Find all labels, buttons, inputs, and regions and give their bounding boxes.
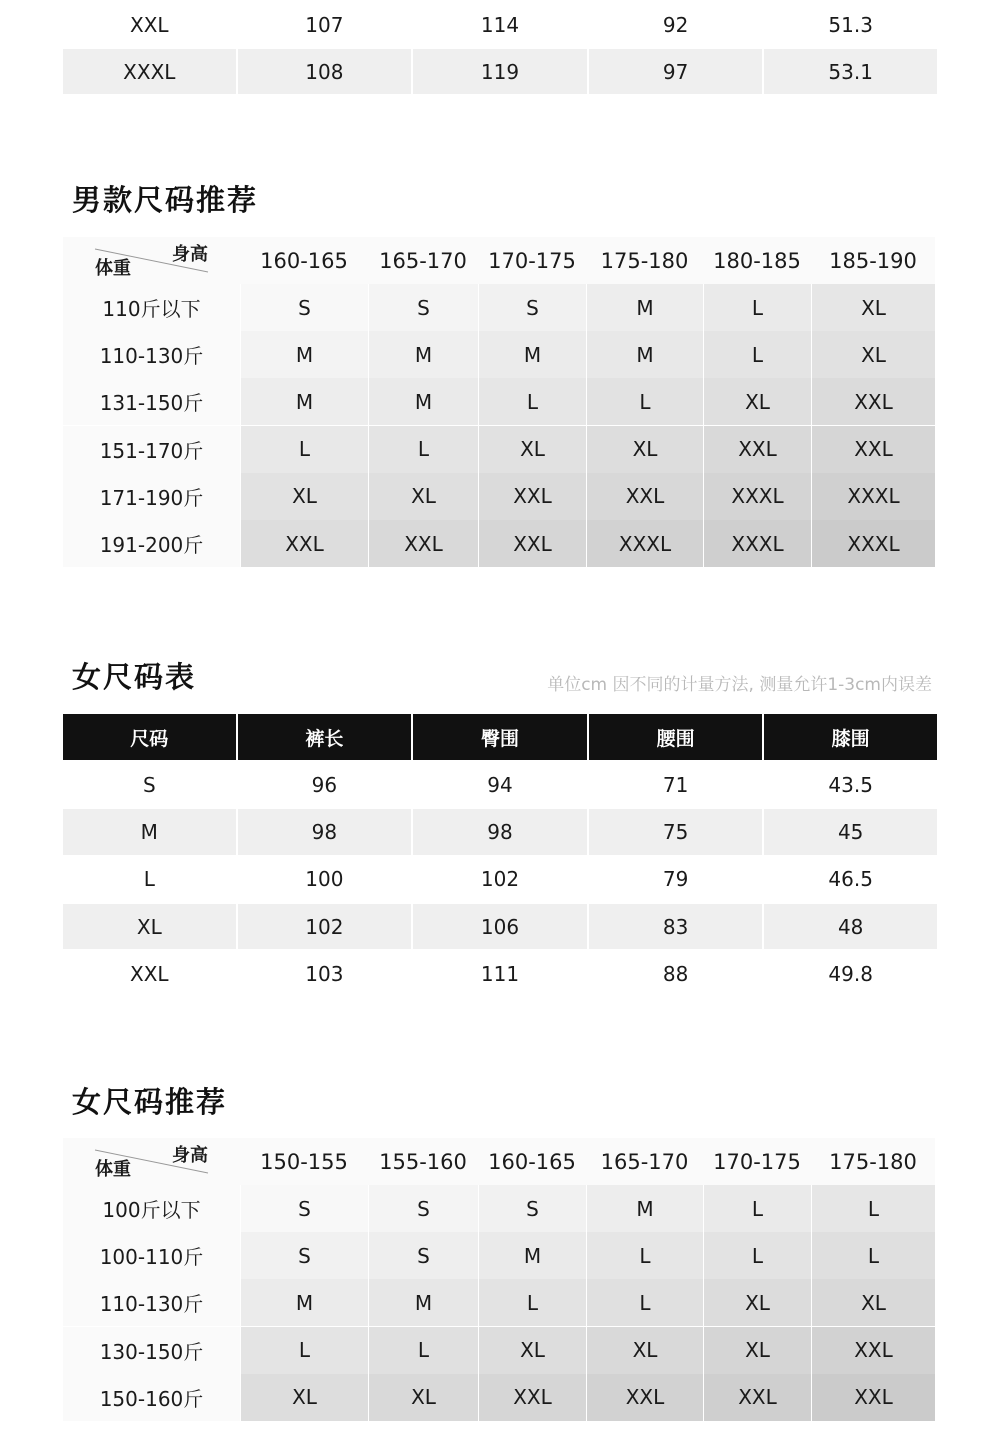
size-cell: M xyxy=(368,378,478,425)
size-cell: XXXL xyxy=(811,520,935,567)
weight-range: 150-160斤 xyxy=(63,1374,240,1421)
corner-weight-label: 体重 xyxy=(95,258,131,279)
size-cell: XXL xyxy=(240,520,368,567)
weight-range: 131-150斤 xyxy=(63,378,240,425)
size-cell: M xyxy=(368,1279,478,1326)
weight-row xyxy=(63,378,937,425)
size-cell: XL xyxy=(240,473,368,520)
table-row xyxy=(63,904,937,949)
measure-cell: 106 xyxy=(413,904,587,949)
size-cell: XXL xyxy=(586,1374,703,1421)
size-cell: L xyxy=(368,1327,478,1374)
size-cell: XXL xyxy=(811,426,935,473)
table-row xyxy=(63,2,937,47)
size-cell: L xyxy=(811,1232,935,1279)
size-cell: L xyxy=(703,331,811,378)
height-range: 175-180 xyxy=(811,1138,935,1185)
men-recommend-title: 男款尺码推荐 xyxy=(72,183,259,217)
size-cell: S xyxy=(240,1232,368,1279)
size-label: XXXL xyxy=(63,49,236,94)
height-header-row xyxy=(63,237,937,284)
corner-weight-label: 体重 xyxy=(95,1159,131,1180)
size-cell: XXXL xyxy=(586,520,703,567)
table-row xyxy=(63,951,937,996)
height-range: 180-185 xyxy=(703,237,811,284)
corner-height-label: 身高 xyxy=(172,244,208,265)
weight-range: 110-130斤 xyxy=(63,331,240,378)
weight-range: 171-190斤 xyxy=(63,473,240,520)
size-cell: XXL xyxy=(478,1374,586,1421)
size-cell: XXL xyxy=(478,520,586,567)
weight-row xyxy=(63,1327,937,1374)
size-cell: M xyxy=(240,331,368,378)
size-cell: XL xyxy=(240,1374,368,1421)
table-row xyxy=(63,762,937,807)
size-cell: L xyxy=(703,284,811,331)
measure-cell: 111 xyxy=(480,961,520,986)
measure-cell: 49.8 xyxy=(828,961,873,986)
weight-range: 110斤以下 xyxy=(63,284,240,331)
table-row xyxy=(63,809,937,854)
size-cell: L xyxy=(478,1279,586,1326)
size-cell: XL xyxy=(586,426,703,473)
weight-row xyxy=(63,1374,937,1421)
women-size-table-title: 女尺码表 xyxy=(72,660,197,694)
size-cell: XL xyxy=(368,473,478,520)
measure-cell: 51.3 xyxy=(828,12,873,37)
size-cell: M xyxy=(586,284,703,331)
measure-cell: 75 xyxy=(589,809,763,854)
table-corner xyxy=(63,237,240,284)
size-cell: L xyxy=(586,378,703,425)
size-cell: XXL xyxy=(811,1327,935,1374)
column-header: 臀围 xyxy=(413,714,587,760)
measure-cell: 71 xyxy=(662,772,689,797)
size-cell: L xyxy=(368,426,478,473)
size-label: L xyxy=(143,867,155,892)
size-cell: M xyxy=(368,331,478,378)
size-cell: XXL xyxy=(478,473,586,520)
size-cell: M xyxy=(586,1185,703,1232)
size-cell: XXL xyxy=(368,520,478,567)
measure-cell: 48 xyxy=(764,904,937,949)
measure-cell: 53.1 xyxy=(764,49,937,94)
size-cell: L xyxy=(703,1185,811,1232)
measure-cell: 100 xyxy=(305,867,344,892)
size-cell: L xyxy=(586,1232,703,1279)
size-cell: XXXL xyxy=(703,473,811,520)
size-cell: XXL xyxy=(811,378,935,425)
height-range: 185-190 xyxy=(811,237,935,284)
weight-range: 191-200斤 xyxy=(63,520,240,567)
measure-cell: 98 xyxy=(238,809,412,854)
size-label: XXL xyxy=(130,961,169,986)
weight-row xyxy=(63,1279,937,1326)
size-cell: XXL xyxy=(586,473,703,520)
measure-cell: 102 xyxy=(238,904,412,949)
size-cell: M xyxy=(586,331,703,378)
column-header: 腰围 xyxy=(589,714,763,760)
table-corner xyxy=(63,1138,240,1185)
measure-cell: 114 xyxy=(480,12,520,37)
column-header: 尺码 xyxy=(63,714,236,760)
size-cell: L xyxy=(240,1327,368,1374)
table-header-row xyxy=(63,714,937,760)
height-range: 165-170 xyxy=(368,237,478,284)
weight-row xyxy=(63,1185,937,1232)
size-cell: XL xyxy=(703,1279,811,1326)
size-cell: XXL xyxy=(811,1374,935,1421)
measure-cell: 103 xyxy=(305,961,344,986)
size-cell: S xyxy=(368,1185,478,1232)
size-cell: XL xyxy=(703,1327,811,1374)
weight-row xyxy=(63,426,937,473)
measure-cell: 96 xyxy=(311,772,338,797)
height-range: 150-155 xyxy=(240,1138,368,1185)
measure-cell: 119 xyxy=(413,49,587,94)
measure-cell: 92 xyxy=(662,12,689,37)
size-cell: XXXL xyxy=(703,520,811,567)
height-range: 160-165 xyxy=(240,237,368,284)
weight-row xyxy=(63,284,937,331)
weight-range: 100斤以下 xyxy=(63,1185,240,1232)
measure-cell: 107 xyxy=(305,12,344,37)
height-range: 165-170 xyxy=(586,1138,703,1185)
weight-range: 130-150斤 xyxy=(63,1327,240,1374)
size-cell: S xyxy=(240,1185,368,1232)
height-range: 170-175 xyxy=(478,237,586,284)
size-label: S xyxy=(142,772,156,797)
weight-range: 100-110斤 xyxy=(63,1232,240,1279)
table-row xyxy=(63,857,937,902)
size-label: XXL xyxy=(130,12,169,37)
measure-cell: 46.5 xyxy=(828,867,873,892)
measure-cell: 79 xyxy=(662,867,689,892)
measure-cell: 97 xyxy=(589,49,763,94)
weight-row xyxy=(63,331,937,378)
size-cell: XL xyxy=(478,1327,586,1374)
measure-cell: 45 xyxy=(764,809,937,854)
size-cell: XL xyxy=(811,331,935,378)
measure-cell: 94 xyxy=(487,772,513,797)
size-cell: S xyxy=(478,284,586,331)
size-cell: XXL xyxy=(703,426,811,473)
size-cell: XL xyxy=(368,1374,478,1421)
size-cell: L xyxy=(478,378,586,425)
size-cell: XXXL xyxy=(811,473,935,520)
weight-range: 110-130斤 xyxy=(63,1279,240,1326)
size-cell: S xyxy=(368,284,478,331)
measure-cell: 88 xyxy=(662,961,689,986)
height-range: 175-180 xyxy=(586,237,703,284)
height-range: 160-165 xyxy=(478,1138,586,1185)
size-cell: XXL xyxy=(703,1374,811,1421)
size-cell: L xyxy=(811,1185,935,1232)
measure-cell: 83 xyxy=(589,904,763,949)
measure-cell: 98 xyxy=(413,809,587,854)
size-cell: S xyxy=(478,1185,586,1232)
size-label: M xyxy=(63,809,236,854)
size-cell: XL xyxy=(811,1279,935,1326)
size-cell: M xyxy=(240,1279,368,1326)
weight-row xyxy=(63,473,937,520)
height-header-row xyxy=(63,1138,937,1185)
size-label: XL xyxy=(63,904,236,949)
column-header: 裤长 xyxy=(238,714,412,760)
size-cell: S xyxy=(240,284,368,331)
women-recommend-title: 女尺码推荐 xyxy=(72,1085,228,1119)
weight-row xyxy=(63,1232,937,1279)
height-range: 170-175 xyxy=(703,1138,811,1185)
size-cell: M xyxy=(478,1232,586,1279)
size-cell: XL xyxy=(811,284,935,331)
size-cell: XL xyxy=(703,378,811,425)
measure-cell: 102 xyxy=(480,867,520,892)
table-row xyxy=(63,49,937,94)
measurement-note: 单位cm 因不同的计量方法, 测量允许1-3cm内误差 xyxy=(547,675,932,695)
size-cell: XL xyxy=(586,1327,703,1374)
size-cell: L xyxy=(586,1279,703,1326)
weight-row xyxy=(63,520,937,567)
size-cell: M xyxy=(240,378,368,425)
size-cell: S xyxy=(368,1232,478,1279)
corner-height-label: 身高 xyxy=(172,1145,208,1166)
size-cell: L xyxy=(240,426,368,473)
size-cell: L xyxy=(703,1232,811,1279)
size-cell: XL xyxy=(478,426,586,473)
size-cell: M xyxy=(478,331,586,378)
measure-cell: 43.5 xyxy=(828,772,873,797)
column-header: 膝围 xyxy=(764,714,937,760)
measure-cell: 108 xyxy=(238,49,412,94)
weight-range: 151-170斤 xyxy=(63,426,240,473)
height-range: 155-160 xyxy=(368,1138,478,1185)
